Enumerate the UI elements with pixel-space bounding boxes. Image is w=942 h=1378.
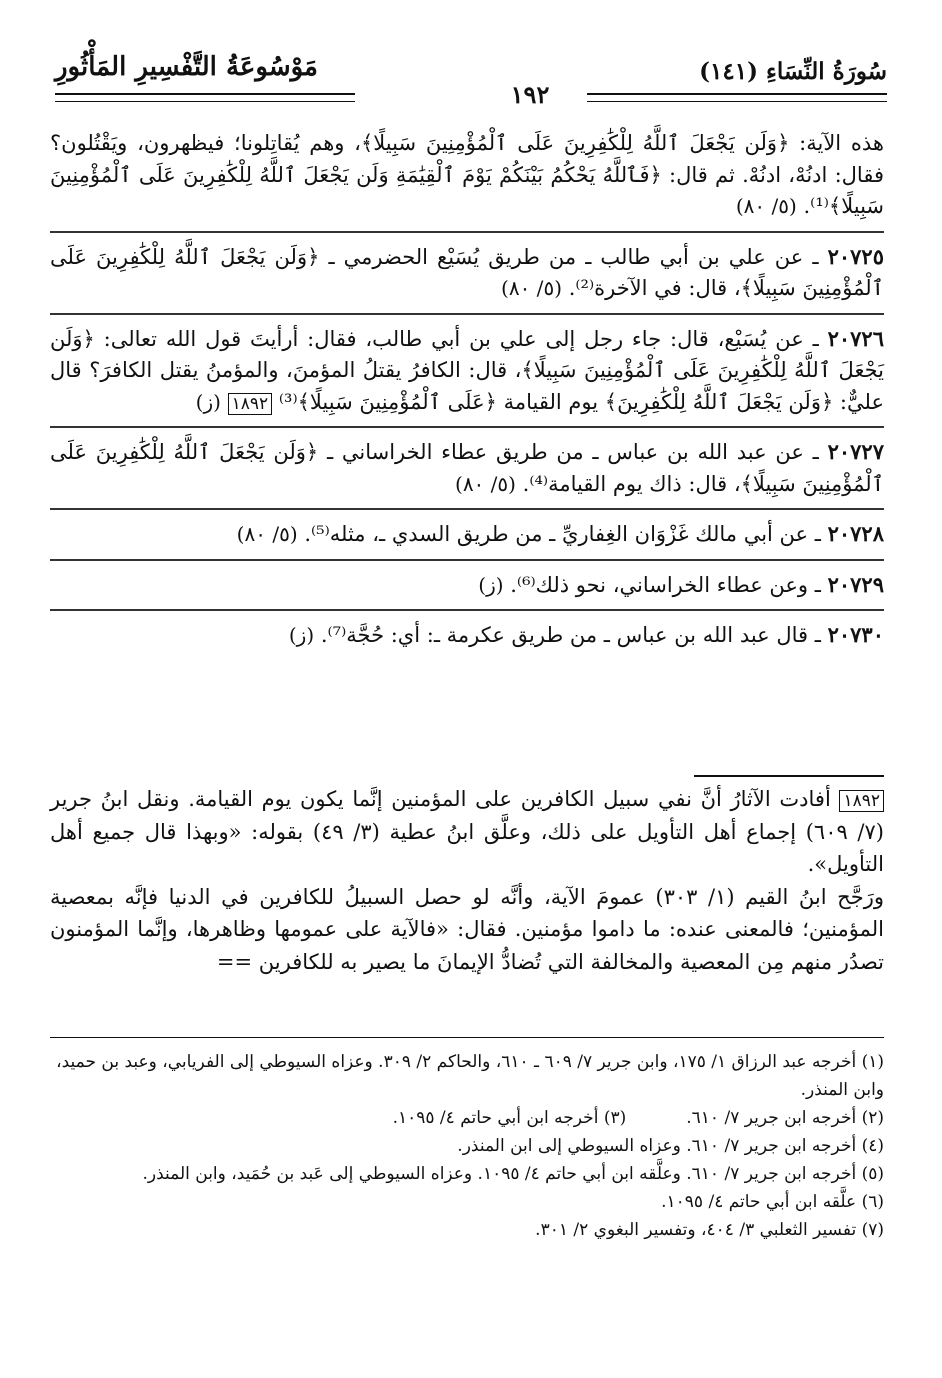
entry-number: ٢٠٧٢٧ bbox=[827, 439, 884, 464]
footnote: (٦) علَّقه ابن أبي حاتم ٤/ ١٠٩٥. bbox=[661, 1192, 884, 1213]
header-rule-right bbox=[587, 93, 887, 102]
footnote: (٣) أخرجه ابن أبي حاتم ٤/ ١٠٩٥. bbox=[392, 1108, 627, 1129]
entry-reference: (٥/ ٨٠) bbox=[236, 522, 298, 546]
entry-text: ـ قال عبد الله بن عباس ـ من طريق عكرمة ـ: أي: حُجَّة⁽⁷⁾. bbox=[320, 623, 821, 647]
entry-reference: (٥/ ٨٠) bbox=[735, 194, 797, 218]
entry-number: ٢٠٧٢٩ bbox=[827, 571, 884, 597]
page-number-rule bbox=[55, 80, 887, 109]
narration-entry bbox=[50, 436, 884, 510]
entry-number: ٢٠٧٣٠ bbox=[827, 622, 884, 647]
entry-number: ٢٠٧٢٨ bbox=[827, 521, 884, 546]
narration-entry bbox=[50, 128, 884, 233]
footnote: (٥) أخرجه ابن جرير ٧/ ٦١٠. وعلَّقه ابن أبي حاتم ٤/ ١٠٩٥. وعزاه السيوطي إلى عَبد بن حُمَيد، وابن المنذر. bbox=[142, 1164, 884, 1185]
page-header bbox=[55, 48, 887, 109]
commentary-paragraph bbox=[50, 783, 884, 881]
entry-reference: (٥/ ٨٠) bbox=[501, 276, 562, 300]
entry-text: ـ عن علي بن أبي طالب ـ من طريق يُسَيْع الحضرمي ـ ﴿وَلَن يَجْعَلَ ٱللَّهُ لِلْكَٰفِرِينَ عَلَى ٱلْمُؤْمِنِينَ سَبِيلًا﴾، قال: في الآخرة⁽²⁾. bbox=[50, 244, 884, 300]
commentary-box-number: ١٨٩٢ bbox=[839, 790, 884, 812]
entry-reference: (ز) bbox=[288, 623, 315, 647]
entry-text: ـ عن يُسَيْع، قال: جاء رجل إلى علي بن أبي طالب، فقال: أرأيتَ قول الله تعالى: ﴿وَلَن يَجْعَلَ ٱللَّهُ لِلْكَٰفِرِينَ عَلَى ٱلْمُؤْمِنِينَ سَبِيلًا﴾، قال: الكافرُ يقتلُ المؤمنَ، والمؤمنُ يقتل الكافرَ؟ قال عليٌّ: ﴿وَلَن يَجْعَلَ ٱللَّهُ لِلْكَٰفِرِينَ﴾ يوم القيامة ﴿عَلَى ٱلْمُؤْمِنِينَ سَبِيلًا﴾⁽³⁾ bbox=[50, 326, 884, 414]
footnote: (٢) أخرجه ابن جرير ٧/ ٦١٠. bbox=[686, 1108, 884, 1129]
entry-text: ـ عن عبد الله بن عباس ـ من طريق عطاء الخراساني ـ ﴿وَلَن يَجْعَلَ ٱللَّهُ لِلْكَٰفِرِينَ عَلَى ٱلْمُؤْمِنِينَ سَبِيلًا﴾، قال: ذاك يوم القيامة⁽⁴⁾. bbox=[50, 440, 884, 496]
commentary-paragraph: ورَجَّح ابنُ القيم (١/ ٣٠٣) عمومَ الآية، وأنَّه لو حصل السبيلُ للكافرين في الدنيا فإنَّه بمعصية المؤمنين؛ فالمعنى عنده: ما داموا مؤمنين. فقال: «فالآية على عمومها وظاهرها، وإنَّما المؤمنون تصدُر منهم مِن المعصية والمخالفة التي تُضادُّ الإيمانَ ما يصير به للكافرين == bbox=[50, 884, 884, 974]
narration-entry bbox=[50, 241, 884, 315]
entry-text: هذه الآية: ﴿وَلَن يَجْعَلَ ٱللَّهُ لِلْكَٰفِرِينَ عَلَى ٱلْمُؤْمِنِينَ سَبِيلًا﴾، وهم يُقاتِلونا؛ فيظهرون، ويَقْتُلون؟ فقال: ادنُهْ، ادنُهْ. ثم قال: ﴿فَٱللَّهُ يَحْكُمُ بَيْنَكُمْ يَوْمَ ٱلْقِيَٰمَةِ وَلَن يَجْعَلَ ٱللَّهُ لِلْكَٰفِرِينَ عَلَى ٱلْمُؤْمِنِينَ سَبِيلًا﴾⁽¹⁾. bbox=[50, 131, 884, 218]
footnote: (٧) تفسير الثعلبي ٣/ ٤٠٤، وتفسير البغوي ٢/ ٣٠١. bbox=[535, 1220, 884, 1241]
narration-entry bbox=[50, 569, 884, 612]
entry-reference: (ز) bbox=[478, 572, 504, 597]
header-rule-left bbox=[55, 93, 355, 102]
entry-reference: (ز) bbox=[195, 389, 221, 414]
footnote: (١) أخرجه عبد الرزاق ١/ ١٧٥، وابن جرير ٧/ ٦٠٩ ـ ٦١٠، والحاكم ٢/ ٣٠٩. وعزاه السيوطي إلى الفريابي، وعبد بن حميد، وابن المنذر. bbox=[56, 1052, 884, 1101]
commentary-text: أفادت الآثارُ أنَّ نفي سبيل الكافرين على المؤمنين إنَّما يكون يوم القيامة. ونقل ابنُ جرير (٧/ ٦٠٩) إجماع أهل التأويل على ذلك، وعلَّق ابنُ عطية (٣/ ٤٩) بقوله: «وبهذا قال جميع أهل التأويل». bbox=[50, 787, 884, 877]
entry-number: ٢٠٧٢٦ bbox=[827, 325, 884, 351]
footnotes bbox=[50, 1048, 884, 1244]
narration-entry bbox=[50, 518, 884, 561]
book-title: مَوْسُوعَةُ التَّفْسِيرِ المَأْثُورِ bbox=[55, 52, 318, 82]
narration-entry bbox=[50, 323, 884, 429]
commentary-box-number: ١٨٩٢ bbox=[228, 393, 273, 415]
footnote-separator bbox=[50, 1037, 884, 1038]
footnote-row bbox=[50, 1104, 884, 1132]
commentary-section bbox=[50, 783, 884, 978]
entry-number: ٢٠٧٢٥ bbox=[827, 243, 884, 269]
narration-entry bbox=[50, 619, 884, 660]
entry-text: ـ وعن عطاء الخراساني، نحو ذلك⁽⁶⁾. bbox=[510, 572, 821, 597]
commentary-separator bbox=[694, 775, 884, 777]
entry-reference: (٥/ ٨٠) bbox=[455, 471, 516, 496]
page-number: ١٩٢ bbox=[475, 80, 585, 109]
entry-text: ـ عن أبي مالك غَزْوَان الغِفاريِّ ـ من طريق السدي ـ، مثله⁽⁵⁾. bbox=[304, 522, 821, 546]
main-text bbox=[50, 128, 884, 668]
footnote: (٤) أخرجه ابن جرير ٧/ ٦١٠. وعزاه السيوطي إلى ابن المنذر. bbox=[457, 1136, 884, 1157]
surah-heading: سُورَةُ النِّسَاءِ (١٤١) bbox=[699, 58, 887, 85]
